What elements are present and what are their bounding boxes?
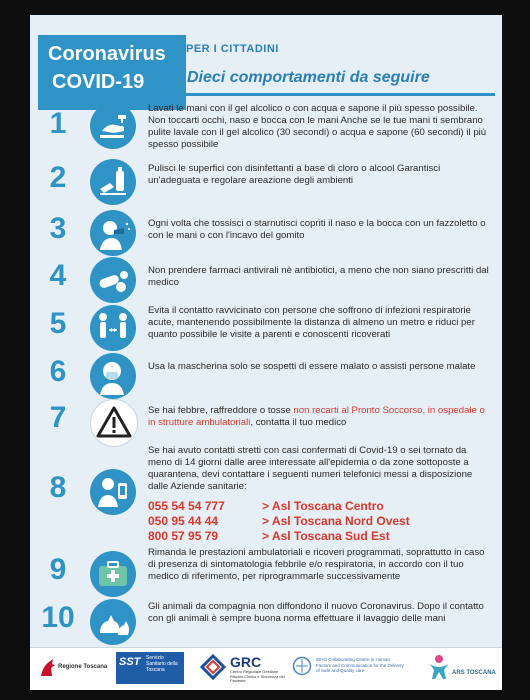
rule-number: 2: [49, 161, 67, 194]
ars-figure-icon: [428, 654, 450, 680]
rule-text: Lavati le mani con il gel alcolico o con acqua e sapone il più spesso possibile. Non toccarti occhi, naso e bocca con le mani Anche se le tue mani ti sembrano pulite lavale con il gel alcolico (30 secondi) o acqua e sapone (60 secondi) il più spesso possibile: [148, 103, 487, 150]
phone-entry[interactable]: [148, 514, 493, 529]
sst-logo: [116, 652, 184, 684]
rule-text: Usa la mascherina solo se sospetti di essere malato o assisti persone malate: [148, 361, 476, 372]
rule-number: 1: [49, 107, 67, 140]
mask-icon: [90, 353, 136, 399]
phone-call-icon: [90, 469, 136, 515]
grc-title: GRC: [230, 654, 262, 670]
rule-number: 6: [49, 355, 67, 388]
poster: [30, 15, 502, 690]
phone-label: > Asl Toscana Sud Est: [262, 529, 390, 543]
warning-icon: [90, 399, 138, 447]
grc-label: Centro Regionale Gestione Rischio Clinico e Sicurezza del Paziente: [230, 669, 285, 683]
phone-number[interactable]: 800 57 95 79: [148, 529, 219, 543]
rule-text: Non prendere farmaci antivirali nè antibiotici, a meno che non siano prescritti dal medico: [148, 265, 489, 288]
phone-number[interactable]: 055 54 54 777: [148, 499, 225, 513]
sst-mark: SST: [119, 656, 141, 668]
distance-icon: [90, 305, 136, 351]
grc-logo: [200, 654, 285, 685]
ars-logo: [428, 654, 496, 685]
regione-label: Regione Toscana: [58, 664, 108, 670]
header: [30, 15, 502, 95]
rule-number: 3: [49, 212, 67, 245]
phone-entry[interactable]: [148, 529, 493, 544]
pets-icon: [90, 599, 136, 645]
subtitle: Dieci comportamenti da seguire: [187, 69, 430, 86]
rule-text-before: Se hai febbre, raffreddore o tosse: [148, 405, 294, 416]
ars-label: ARS TOSCANA: [452, 670, 496, 676]
title-line-1: Coronavirus: [48, 43, 166, 65]
phone-entry[interactable]: [148, 499, 493, 514]
medical-kit-icon: [90, 551, 136, 597]
rule-number: 8: [49, 471, 67, 504]
rule-number: 10: [41, 601, 75, 634]
rule-number: 4: [49, 259, 67, 292]
rule-number: 5: [49, 307, 67, 340]
rule-text: Evita il contatto ravvicinato con persone che soffrono di infezioni respiratorie acute, mantenendo possibilmente la distanza di almeno un metro e riduci per quanto possibile le visite a parenti e conoscenti ricoverati: [148, 305, 475, 340]
audience-label: PER I CITTADINI: [186, 43, 279, 55]
rule-text: [148, 405, 493, 429]
grc-mark-icon: [200, 654, 226, 680]
sneeze-icon: [90, 210, 136, 256]
rule-text-alert: non recarti al Pronto Soccorso, in ospedale o in strutture ambulatoriali: [148, 405, 485, 428]
pegasus-icon: [38, 656, 56, 680]
rule-text: Gli animali da compagnia non diffondono il nuovo Coronavirus. Dopo il contatto con gli animali è sempre buona norma effettuare il lavaggio delle mani: [148, 601, 484, 624]
title-box: [38, 35, 186, 110]
pills-icon: [90, 257, 136, 303]
rule-number: 7: [49, 401, 67, 434]
rule-text: [148, 445, 493, 544]
rule-text-after: , contatta il tuo medico: [250, 417, 347, 428]
disinfectant-icon: [90, 159, 136, 205]
rule-text-body: Se hai avuto contatti stretti con casi confermati di Covid-19 o sei tornato da meno di 14 giorni dalle aree interessate all'epidemia o da zone sottoposte a quarantena, devi contattare i seguenti numeri telefonici messi a disposizione dalle Aziende sanitarie:: [148, 445, 473, 492]
rule-text: Ogni volta che tossisci o starnutisci copriti il naso e la bocca con un fazzoletto o con le mani o con l'incavo del gomito: [148, 218, 486, 241]
sst-label: Servizio Sanitario della Toscana: [146, 655, 178, 673]
phone-number[interactable]: 050 95 44 44: [148, 514, 219, 528]
rule-text: Pulisci le superfici con disinfettanti a base di cloro o alcool Garantisci un'adeguata e regolare areazione degli ambienti: [148, 163, 441, 186]
subtitle-bar: [175, 63, 495, 96]
who-logo: [292, 656, 404, 681]
who-emblem-icon: [292, 656, 312, 676]
rule-number: 9: [49, 553, 67, 586]
handwashing-icon: [90, 103, 136, 149]
rule-text: Rimanda le prestazioni ambulatoriali e ricoveri programmati, soprattutto in caso di presenza di sintomatologia febbrile e/o respiratoria, in accordo con il tuo medico di riferimento, per riprogrammarle successivamente: [148, 547, 485, 582]
phone-label: > Asl Toscana Nord Ovest: [262, 514, 410, 528]
footer-logos: [30, 647, 502, 690]
regione-toscana-logo: [38, 656, 108, 685]
who-label: WHO Collaborating Centre in Human Factors and Communication for the Delivery of Safe and Quality care: [316, 657, 404, 673]
phone-label: > Asl Toscana Centro: [262, 499, 384, 513]
phone-list: [148, 499, 493, 544]
title-line-2: COVID-19: [52, 71, 145, 93]
